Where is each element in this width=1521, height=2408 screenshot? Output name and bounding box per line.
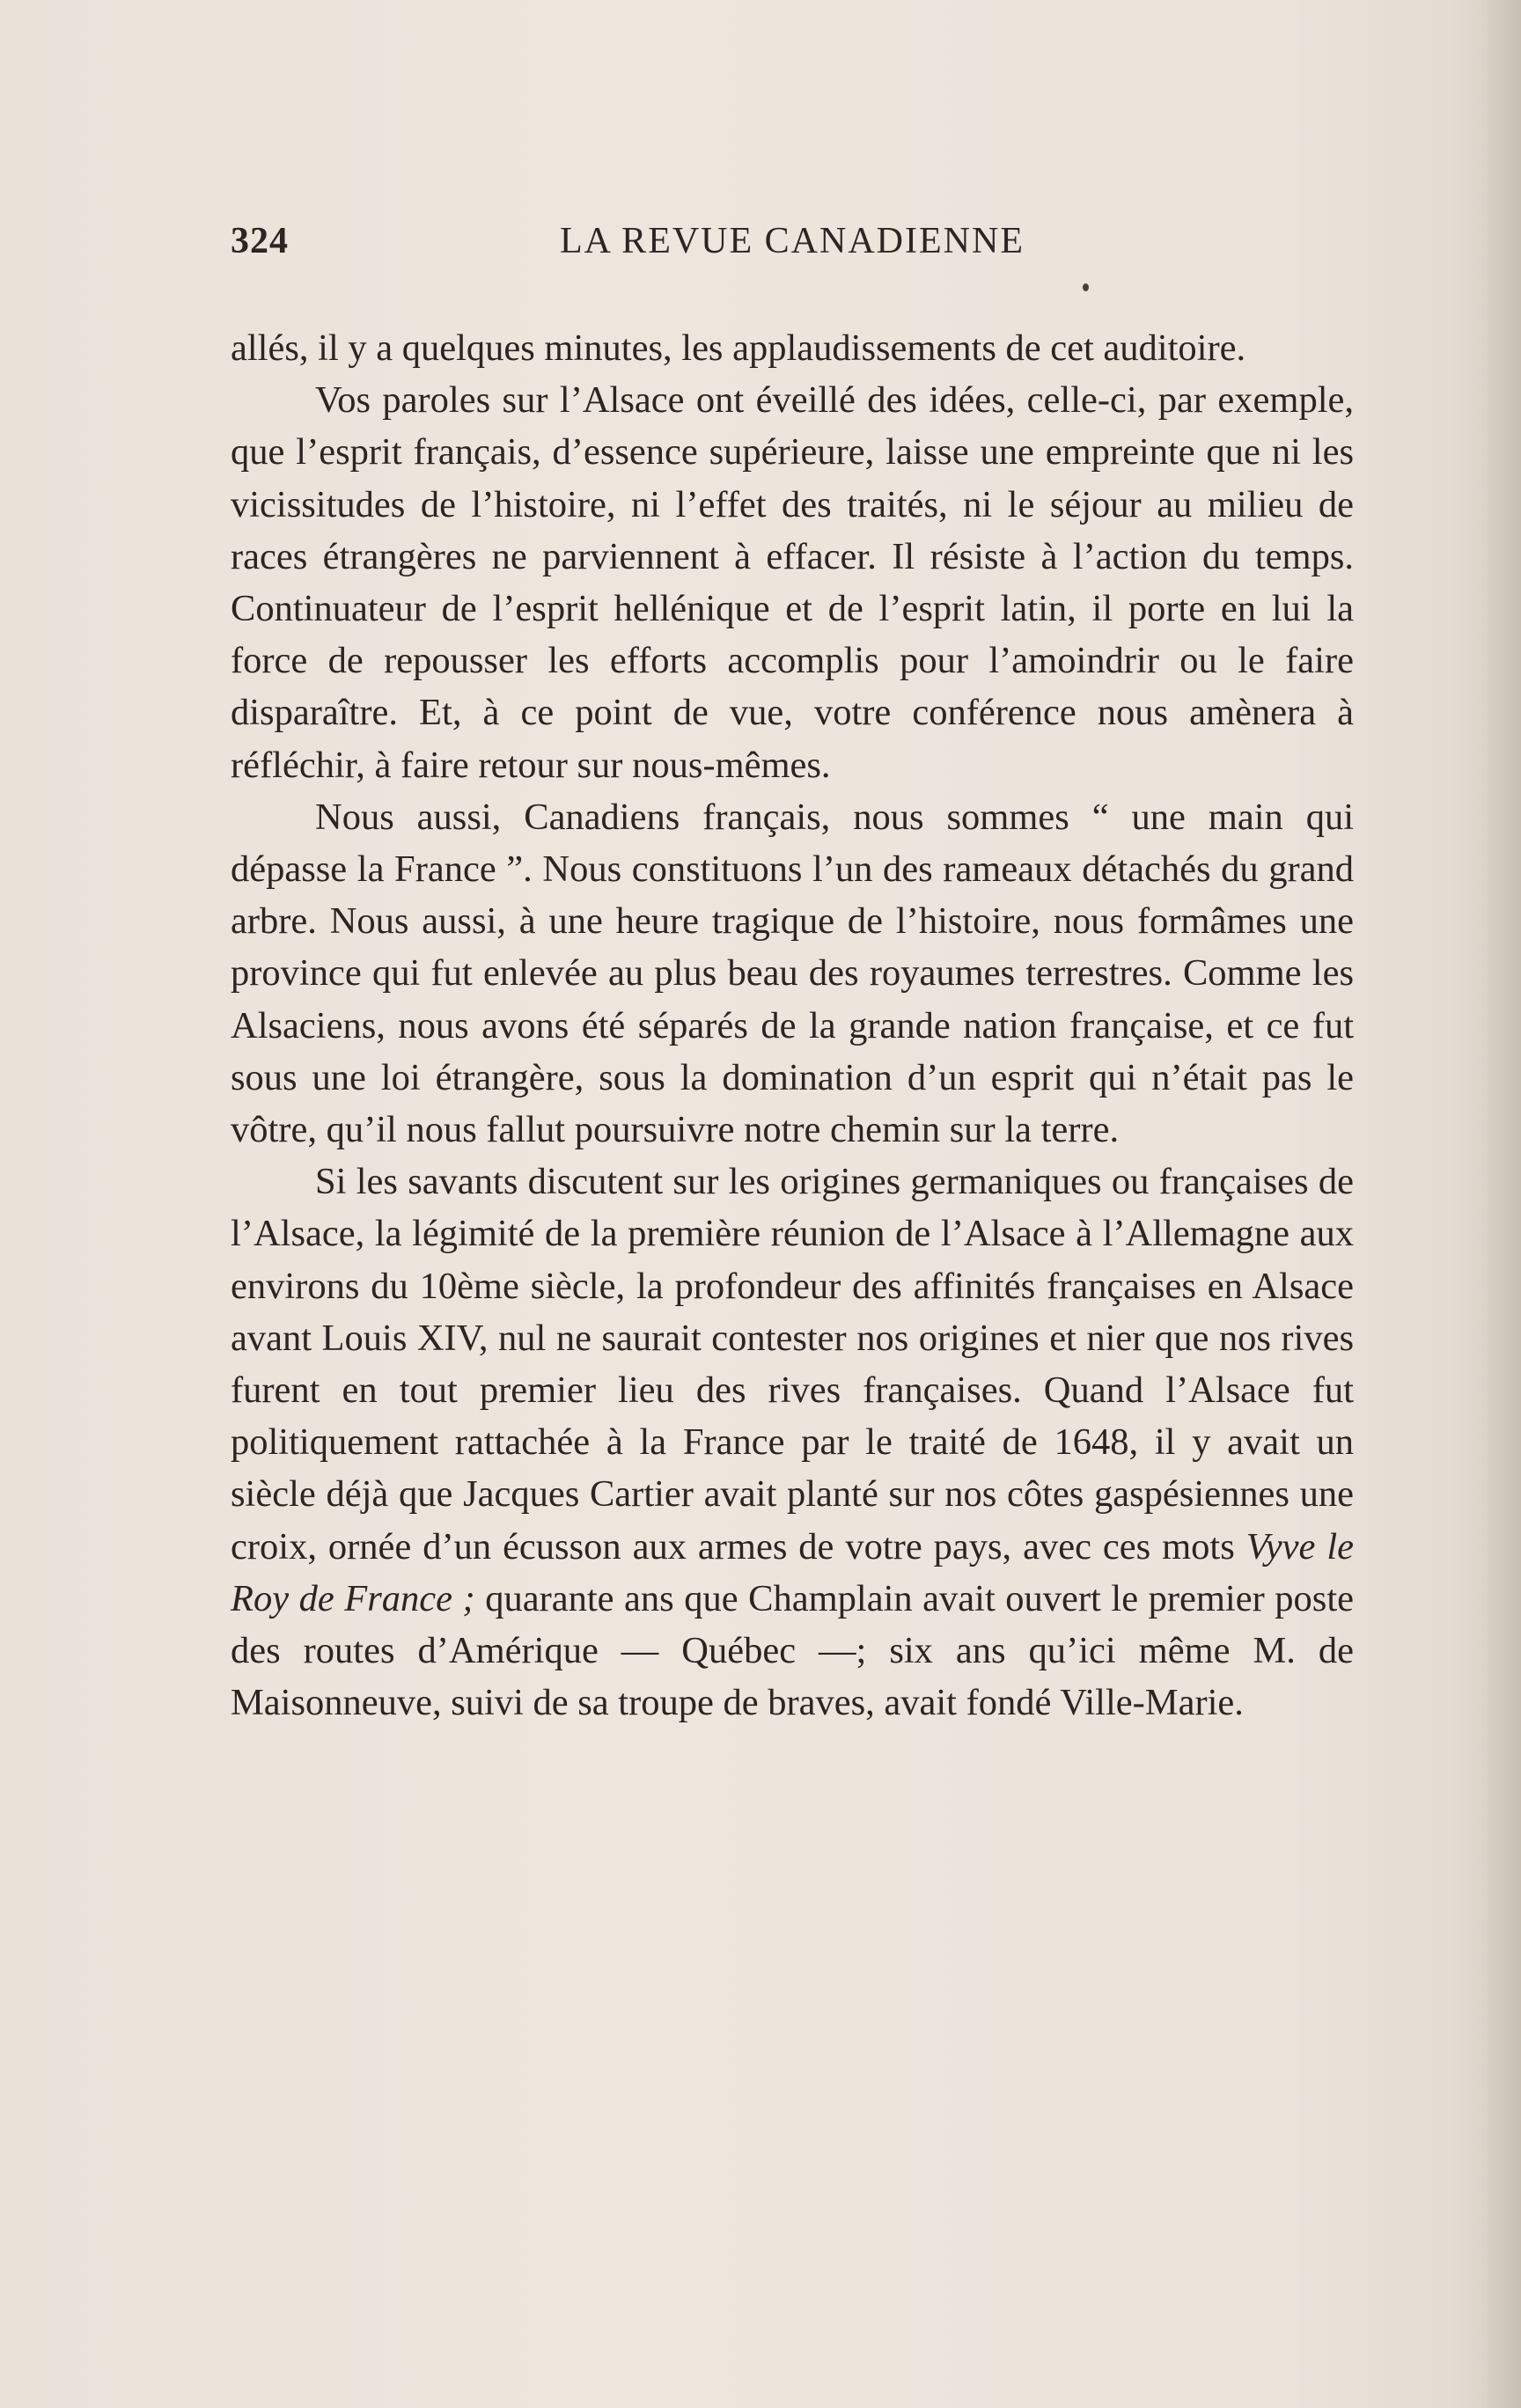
- paragraph-4-text-end: quarante ans que Champlain avait ouvert le premier poste des routes d’Amérique — Québec —; six ans qu’ici même M. de Maisonneuve, suivi de sa troupe de braves, avait fondé Ville-Marie.: [231, 1577, 1354, 1724]
- body-text: [231, 322, 1354, 1729]
- running-title: LA REVUE CANADIENNE: [560, 221, 1025, 261]
- paragraph-2: Vos paroles sur l’Alsace ont éveillé des idées, celle-ci, par exemple, que l’esprit français, d’essence supérieure, laisse une empreinte que ni les vicissitudes de l’histoire, ni l’effet des traités, ni le séjour au milieu de races étrangères ne parviennent à effacer. Il résiste à l’action du temps. Continuateur de l’esprit hellénique et de l’esprit latin, il porte en lui la force de repousser les efforts accomplis pour l’amoindrir ou le faire disparaître. Et, à ce point de vue, votre conférence nous amènera à réfléchir, à faire retour sur nous-mêmes.: [231, 379, 1354, 786]
- page-gutter-shadow: [1488, 0, 1521, 2408]
- page-header: [231, 220, 1354, 269]
- paragraph-4-italic-quote: Vyve le Roy de France ;: [231, 1525, 1355, 1619]
- paragraph-3: Nous aussi, Canadiens français, nous sommes “ une main qui dépasse la France ”. Nous constituons l’un des rameaux détachés du grand arbre. Nous aussi, à une heure tragique de l’histoire, nous formâmes une province qui fut enlevée au plus beau des royaumes terrestres. Comme les Alsaciens, nous avons été séparés de la grande nation française, et ce fut sous une loi étrangère, sous la domination d’un esprit qui n’était pas le vôtre, qu’il nous fallut poursuivre notre chemin sur la terre.: [231, 796, 1354, 1151]
- paragraph-1: allés, il y a quelques minutes, les applaudissements de cet auditoire.: [231, 327, 1246, 369]
- page-number: 324: [231, 221, 289, 261]
- paragraph-4: [231, 1156, 1354, 1729]
- paragraph-4-text-start: Si les savants discutent sur les origines germaniques ou françaises de l’Alsace, la légimité de la première réunion de l’Alsace à l’Allemagne aux environs du 10ème siècle, la profondeur des affinités françaises en Alsace avant Louis XIV, nul ne saurait contester nos origines et nier que nos rives furent en tout premier lieu des rives françaises. Quand l’Alsace fut politiquement rattachée à la France par le traité de 1648, il y avait un siècle déjà que Jacques Cartier avait planté sur nos côtes gaspésiennes une croix, ornée d’un écusson aux armes de votre pays, avec ces mots: [231, 1161, 1354, 1567]
- ink-speck: [1083, 283, 1089, 291]
